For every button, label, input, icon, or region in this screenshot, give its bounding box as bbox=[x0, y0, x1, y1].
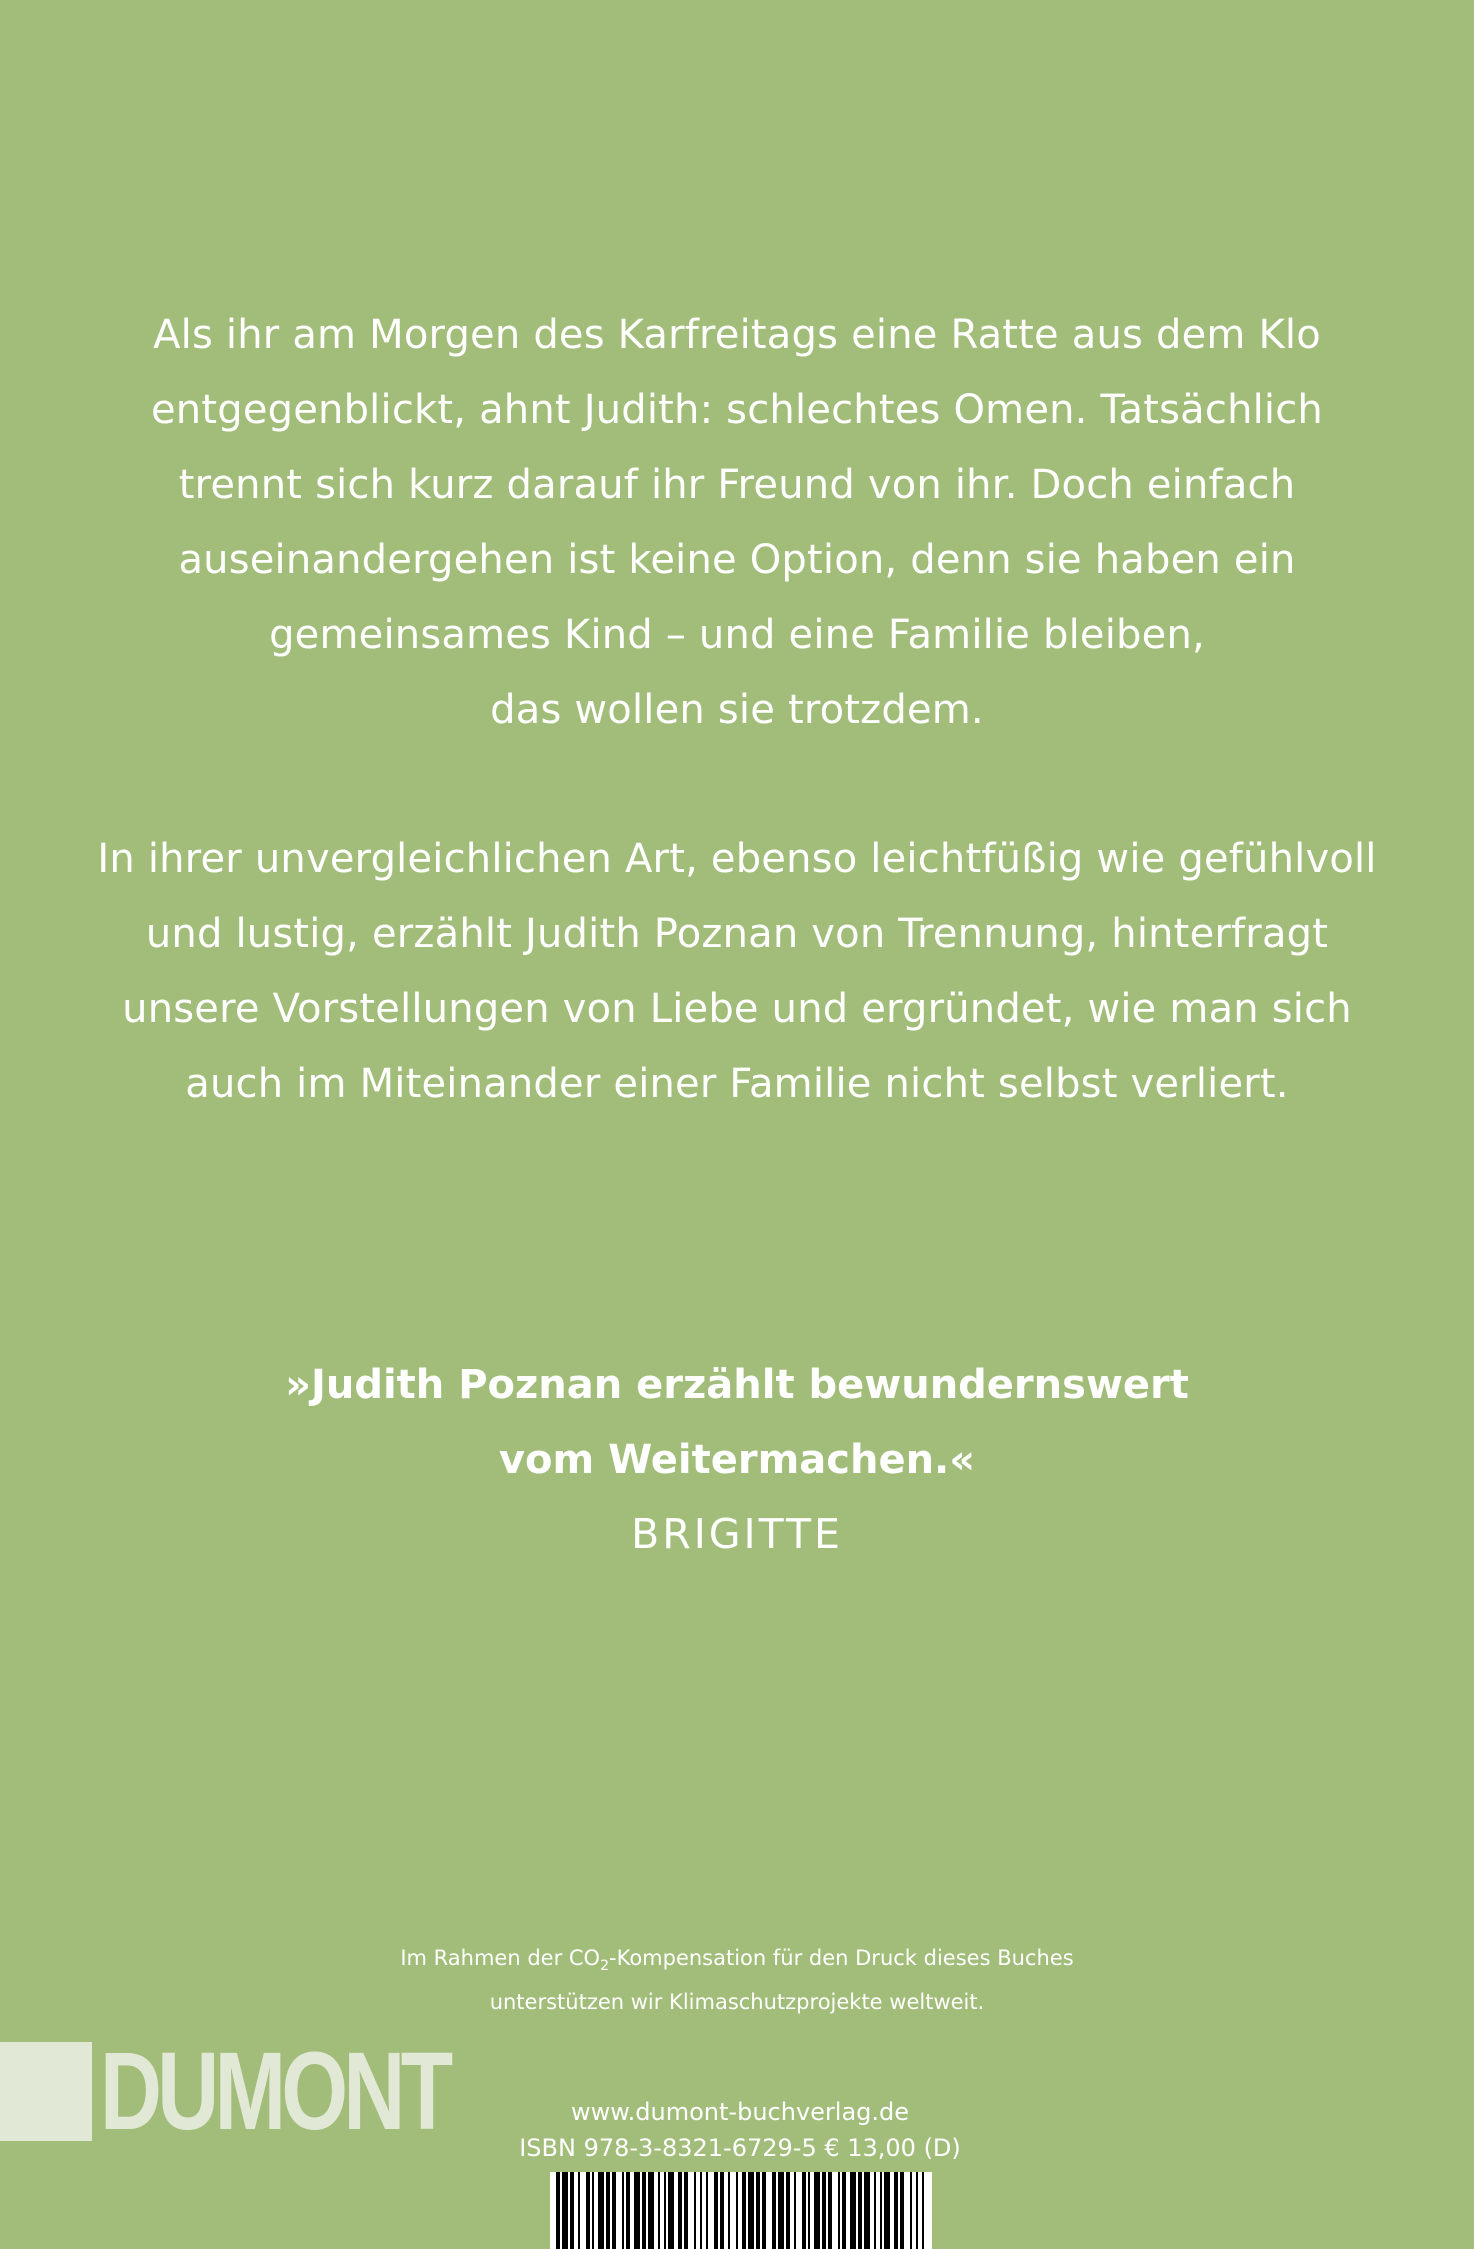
barcode-bar bbox=[642, 2172, 646, 2249]
barcode-bar bbox=[556, 2172, 560, 2249]
co2-notice-line-1 bbox=[300, 1940, 1174, 1984]
barcode-bar bbox=[916, 2172, 918, 2249]
barcode-bar bbox=[720, 2172, 724, 2249]
quote-source: BRIGITTE bbox=[631, 1510, 843, 1558]
barcode-bar bbox=[658, 2172, 660, 2249]
quote-line: vom Weitermachen.« bbox=[498, 1437, 976, 1483]
co2-text-before: Im Rahmen der CO bbox=[400, 1946, 601, 1970]
barcode-bar bbox=[664, 2172, 666, 2249]
barcode-bar bbox=[626, 2172, 630, 2249]
co2-notice bbox=[300, 1940, 1174, 2020]
barcode-graphic bbox=[550, 2172, 932, 2249]
blurb-line: gemeinsames Kind – und eine Familie bleiben, bbox=[269, 612, 1205, 658]
blurb-line: auseinandergehen ist keine Option, denn sie haben ein bbox=[178, 537, 1296, 583]
barcode-bar bbox=[858, 2172, 862, 2249]
publisher-info bbox=[500, 2094, 980, 2166]
blurb-paragraph-1 bbox=[60, 298, 1414, 748]
press-quote bbox=[60, 1348, 1414, 1498]
publisher-logo: DUMONT bbox=[100, 2030, 449, 2153]
blurb-paragraph-2 bbox=[60, 822, 1414, 1122]
isbn-price: ISBN 978-3-8321-6729-5 € 13,00 (D) bbox=[519, 2134, 961, 2162]
co2-notice-line-2: unterstützen wir Klimaschutzprojekte weltweit. bbox=[489, 1990, 985, 2015]
blurb-line: trennt sich kurz darauf ihr Freund von ihr. Doch einfach bbox=[178, 462, 1296, 508]
barcode-bar bbox=[894, 2172, 898, 2249]
publisher-logo-bar bbox=[0, 2042, 92, 2141]
barcode-bar bbox=[922, 2172, 924, 2249]
barcode-bar bbox=[828, 2172, 832, 2249]
barcode-bar bbox=[562, 2172, 568, 2249]
barcode-bar bbox=[706, 2172, 708, 2249]
barcode-bar bbox=[786, 2172, 790, 2249]
barcode-bar bbox=[668, 2172, 674, 2249]
barcode-bar bbox=[762, 2172, 766, 2249]
barcode-bar bbox=[814, 2172, 820, 2249]
barcode-bar bbox=[648, 2172, 654, 2249]
barcode-bar bbox=[714, 2172, 718, 2249]
barcode-bar bbox=[748, 2172, 754, 2249]
co2-subscript: 2 bbox=[600, 1958, 610, 1975]
barcode-bar bbox=[794, 2172, 796, 2249]
barcode-bar bbox=[736, 2172, 738, 2249]
barcode-bar bbox=[598, 2172, 604, 2249]
barcode-bar bbox=[808, 2172, 810, 2249]
barcode-bar bbox=[822, 2172, 826, 2249]
barcode-bar bbox=[842, 2172, 846, 2249]
barcode-bar bbox=[850, 2172, 856, 2249]
barcode-bar bbox=[592, 2172, 594, 2249]
barcode-bar bbox=[678, 2172, 682, 2249]
barcode-bar bbox=[880, 2172, 882, 2249]
barcode-bar bbox=[838, 2172, 840, 2249]
barcode-bar bbox=[586, 2172, 590, 2249]
barcode-bar bbox=[622, 2172, 624, 2249]
barcode-bar bbox=[700, 2172, 702, 2249]
blurb-line: In ihrer unvergleichlichen Art, ebenso leichtfüßig wie gefühlvoll bbox=[97, 836, 1377, 882]
barcode-bar bbox=[778, 2172, 784, 2249]
blurb-line: auch im Miteinander einer Familie nicht selbst verliert. bbox=[185, 1061, 1289, 1107]
publisher-website: www.dumont-buchverlag.de bbox=[570, 2098, 910, 2126]
barcode-bar bbox=[606, 2172, 610, 2249]
barcode-bar bbox=[694, 2172, 696, 2249]
blurb-line: und lustig, erzählt Judith Poznan von Trennung, hinterfragt bbox=[145, 911, 1329, 957]
blurb-line: das wollen sie trotzdem. bbox=[490, 687, 984, 733]
barcode-bar bbox=[634, 2172, 640, 2249]
barcode-bar bbox=[874, 2172, 876, 2249]
barcode-bar bbox=[742, 2172, 746, 2249]
barcode-bar bbox=[570, 2172, 574, 2249]
co2-text-after: -Kompensation für den Druck dieses Buches bbox=[609, 1946, 1074, 1970]
barcode-bar bbox=[802, 2172, 806, 2249]
blurb-line: unsere Vorstellungen von Liebe und ergründet, wie man sich bbox=[122, 986, 1352, 1032]
barcode-bar bbox=[772, 2172, 776, 2249]
quote-line: »Judith Poznan erzählt bewundernswert bbox=[285, 1362, 1189, 1408]
barcode-bar bbox=[612, 2172, 616, 2249]
barcode-bar bbox=[884, 2172, 890, 2249]
barcode-bar bbox=[684, 2172, 688, 2249]
barcode bbox=[550, 2172, 932, 2249]
blurb-line: entgegenblickt, ahnt Judith: schlechtes Omen. Tatsächlich bbox=[151, 387, 1323, 433]
barcode-bar bbox=[728, 2172, 730, 2249]
barcode-bar bbox=[900, 2172, 904, 2249]
barcode-bar bbox=[910, 2172, 912, 2249]
barcode-bar bbox=[864, 2172, 870, 2249]
barcode-bar bbox=[756, 2172, 760, 2249]
blurb-line: Als ihr am Morgen des Karfreitags eine Ratte aus dem Klo bbox=[153, 312, 1321, 358]
barcode-bar bbox=[578, 2172, 580, 2249]
